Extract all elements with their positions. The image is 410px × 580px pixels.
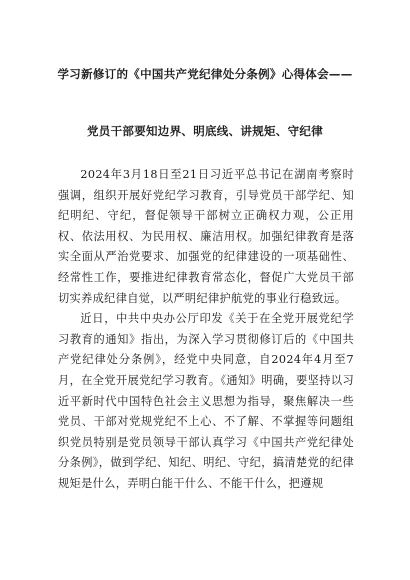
document-body — [58, 165, 354, 495]
document-title: 学习新修订的《中国共产党纪律处分条例》心得体会—— — [57, 67, 353, 81]
body-paragraph: 2024年3月18日至21日习近平总书记在湖南考察时强调，组织开展好党纪学习教育，引导党员干部学纪、知纪明纪、守纪，督促领导干部树立正确权力观，公正用权、依法用权、为民用权、廉洁用权。加强纪律教育是落实全面从严治党要求、加强党的纪律建设的一项基础性、经常性工作，要推进纪律教育常态化，督促广大党员干部切实养成纪律自觉，以严明纪律护航党的事业行稳致远。 — [58, 168, 354, 305]
document-subtitle: 党员干部要知边界、明底线、讲规矩、守纪律 — [87, 124, 323, 138]
body-paragraph: 近日，中共中央办公厅印发《关于在全党开展党纪学习教育的通知》指出，为深入学习贯彻修订后的《中国共产党纪律处分条例》，经党中央同意，自2024年4月至7月，在全党开展党纪学习教育。《通知》明确，要坚持以习近平新时代中国特色社会主义思想为指导，聚焦解决一些党员、干部对党规党纪不上心、不了解、不掌握等问题组织党员特别是党员领导干部认真学习《中国共产党纪律处分条例》，做到学纪、知纪、明纪、守纪，搞清楚党的纪律规矩是什么，弄明白能干什么、不能干什么，把遵规 — [58, 312, 354, 490]
